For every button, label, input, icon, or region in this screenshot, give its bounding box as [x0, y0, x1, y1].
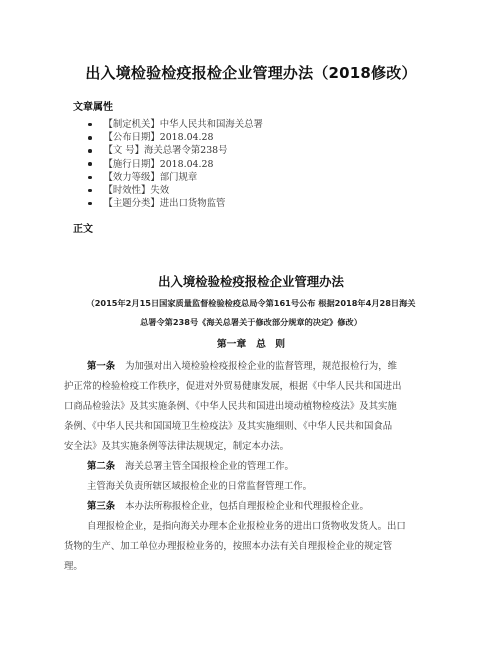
list-item [88, 144, 263, 157]
bullet-icon [88, 202, 92, 206]
law-title: 出入境检验检疫报检企业管理办法 [158, 274, 344, 289]
article-3-line-2: 自理报检企业，是指向海关办理本企业报检业务的进出口货物收发货人。出口 [87, 521, 406, 532]
article-1-number: 第一条 [87, 361, 116, 372]
bullet-icon [88, 162, 92, 166]
bullet-icon [88, 136, 92, 140]
list-item [88, 171, 263, 184]
article-1-line-5: 安全法》及其实施条例等法律法规规定，制定本办法。 [64, 441, 290, 452]
article-3-line-4: 理。 [64, 561, 83, 572]
article-1-line-1 [87, 358, 397, 372]
source-line-1: （2015年2月15日国家质量监督检验检疫总局令第161号公布 根据2018年4月28日海关 [86, 298, 416, 308]
attribute-text: 【时效性】失效 [103, 184, 170, 196]
list-item [88, 184, 263, 197]
article-3-line-3: 货物的生产、加工单位办理报检业务的，按照本办法有关自理报检企业的规定管 [64, 541, 393, 552]
bullet-icon [88, 189, 92, 193]
article-text: 为加强对出入境检验检疫报检企业的监督管理，规范报检行为，维 [125, 361, 398, 372]
attribute-text: 【主题分类】进出口货物监管 [103, 198, 226, 210]
article-2-number: 第二条 [87, 461, 116, 472]
list-item [88, 118, 263, 131]
article-3-number: 第三条 [87, 501, 116, 512]
article-text: 本办法所称报检企业，包括自理报检企业和代理报检企业。 [125, 501, 369, 512]
bullet-icon [88, 123, 92, 127]
article-1-line-4: 条例、《中华人民共和国国境卫生检疫法》及其实施细则、《中华人民共和国食品 [64, 421, 393, 432]
article-1-line-2: 护正常的检验检疫工作秩序，促进对外贸易健康发展，根据《中华人民共和国进出 [64, 381, 402, 392]
article-text: 海关总署主管全国报检企业的管理工作。 [125, 461, 294, 472]
bullet-icon [88, 149, 92, 153]
attribute-text: 【公布日期】2018.04.28 [103, 132, 214, 144]
attribute-text: 【效力等级】部门规章 [103, 171, 198, 183]
list-item [88, 131, 263, 144]
source-line-2: 总署令第238号《海关总署关于修改部分规章的决定》修改） [140, 317, 362, 327]
article-1-line-3: 口商品检验法》及其实施条例、《中华人民共和国进出境动植物检疫法》及其实施 [64, 401, 397, 412]
article-2-line-2: 主管海关负责所辖区域报检企业的日常监督管理工作。 [87, 481, 313, 492]
article-3-line-1 [87, 498, 369, 512]
article-2-line-1 [87, 458, 294, 472]
body-heading: 正文 [73, 224, 93, 235]
attributes-heading: 文章属性 [73, 102, 113, 113]
list-item [88, 158, 263, 171]
list-item [88, 197, 263, 210]
attribute-text: 【文 号】海关总署令第238号 [103, 145, 228, 157]
bullet-icon [88, 176, 92, 180]
attributes-list [88, 118, 263, 210]
chapter-heading: 第一章 总 则 [216, 339, 286, 350]
attribute-text: 【制定机关】中华人民共和国海关总署 [103, 119, 263, 130]
attribute-text: 【施行日期】2018.04.28 [103, 158, 214, 170]
document-title: 出入境检验检疫报检企业管理办法（2018修改） [85, 64, 417, 82]
